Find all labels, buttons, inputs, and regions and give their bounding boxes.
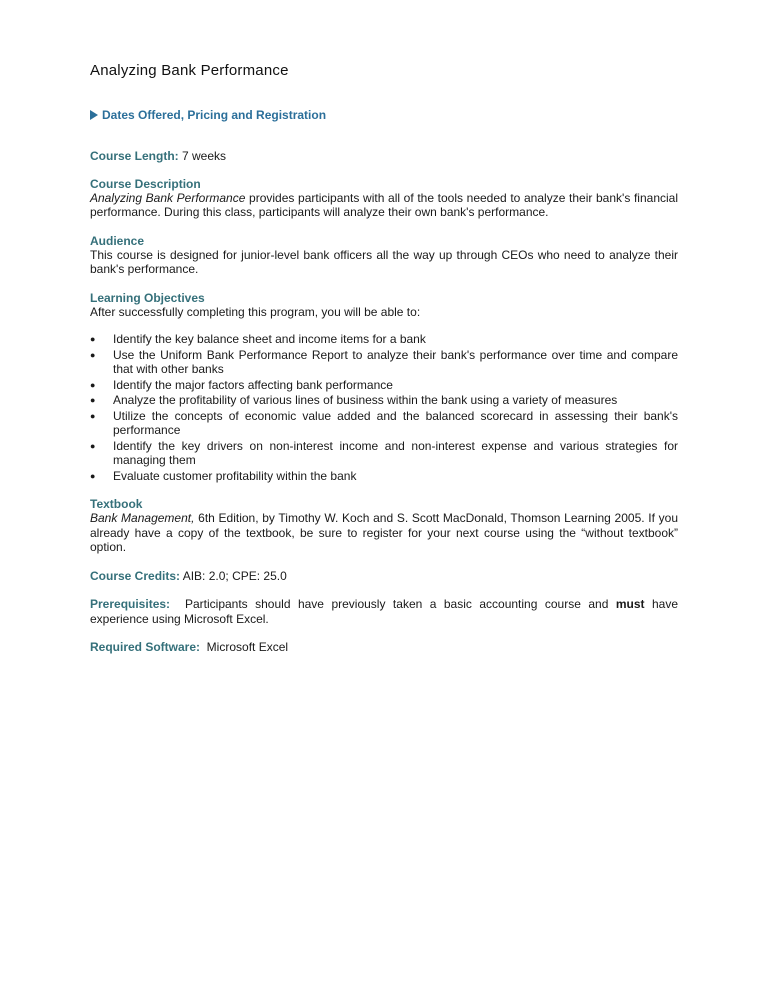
prerequisites-emphasis: must bbox=[615, 597, 645, 611]
course-length-value: 7 weeks bbox=[178, 149, 227, 163]
course-credits bbox=[90, 569, 678, 584]
textbook-title: Bank Management, bbox=[90, 511, 195, 525]
prerequisites-label: Prerequisites: bbox=[90, 597, 171, 611]
course-credits-label: Course Credits: bbox=[90, 568, 181, 583]
prerequisites-text-after: have experience using Microsoft Excel. bbox=[90, 597, 679, 626]
course-description bbox=[90, 177, 678, 220]
required-software-value: Microsoft Excel bbox=[200, 640, 289, 654]
list-item: ● Identify the key balance sheet and income items for a bank bbox=[90, 332, 426, 346]
bullet-icon: ● bbox=[90, 349, 96, 360]
registration-link-label[interactable]: Dates Offered, Pricing and Registration bbox=[102, 108, 327, 122]
course-description-body: provides participants with all of the tools needed to analyze their bank's financial performance. During this class, participants will analyze their own bank's performance. bbox=[90, 190, 678, 219]
textbook-body: 6th Edition, by Timothy W. Koch and S. Scott MacDonald, Thomson Learning 2005. If you already have a copy of the textbook, be sure to register for your next course using the “without textbook” option. bbox=[90, 511, 679, 554]
bullet-icon: ● bbox=[90, 379, 96, 390]
triangle-right-icon bbox=[90, 110, 98, 120]
learning-objectives-intro: After successfully completing this program, you will be able to: bbox=[90, 304, 421, 319]
list-item: ● Identify the major factors affecting bank performance bbox=[90, 377, 393, 392]
list-item: ● Identify the key drivers on non-interest income and non-interest expense and various strategies for managing them bbox=[90, 438, 678, 467]
course-description-text bbox=[90, 191, 678, 220]
page-title: Analyzing Bank Performance bbox=[90, 62, 289, 79]
objectives-list bbox=[90, 332, 678, 483]
required-software-label: Required Software: bbox=[90, 640, 201, 654]
prerequisites bbox=[90, 597, 678, 626]
audience-heading: Audience bbox=[90, 233, 145, 248]
prerequisites-text-before: Participants should have previously taken a basic accounting course and bbox=[170, 597, 616, 611]
registration-link[interactable] bbox=[90, 108, 678, 122]
course-length bbox=[90, 149, 678, 164]
required-software bbox=[90, 640, 678, 655]
learning-objectives bbox=[90, 291, 678, 484]
bullet-icon: ● bbox=[90, 440, 96, 451]
audience-text: This course is designed for junior-level bank officers all the way up through CEOs who need to analyze their bank's performance. bbox=[90, 247, 678, 276]
audience bbox=[90, 234, 678, 277]
learning-objectives-heading: Learning Objectives bbox=[90, 290, 205, 305]
list-item: ● Analyze the profitability of various lines of business within the bank using a variety of measures bbox=[90, 393, 618, 407]
list-item: ● Utilize the concepts of economic value added and the balanced scorecard in assessing their bank's performance bbox=[90, 408, 678, 437]
course-length-label: Course Length: bbox=[90, 149, 179, 163]
course-description-italic: Analyzing Bank Performance bbox=[90, 190, 246, 205]
bullet-icon: ● bbox=[90, 395, 96, 405]
textbook-text bbox=[90, 511, 678, 555]
list-item: ● Use the Uniform Bank Performance Report to analyze their bank's performance over time and compare that with other banks bbox=[90, 347, 678, 376]
bullet-icon: ● bbox=[90, 410, 96, 421]
bullet-icon: ● bbox=[90, 334, 96, 344]
textbook bbox=[90, 497, 678, 555]
bullet-icon: ● bbox=[90, 470, 96, 481]
course-description-heading: Course Description bbox=[90, 176, 201, 191]
list-item: ● Evaluate customer profitability within the bank bbox=[90, 468, 357, 483]
textbook-heading: Textbook bbox=[90, 497, 143, 511]
course-credits-value: AIB: 2.0; CPE: 25.0 bbox=[180, 568, 287, 583]
